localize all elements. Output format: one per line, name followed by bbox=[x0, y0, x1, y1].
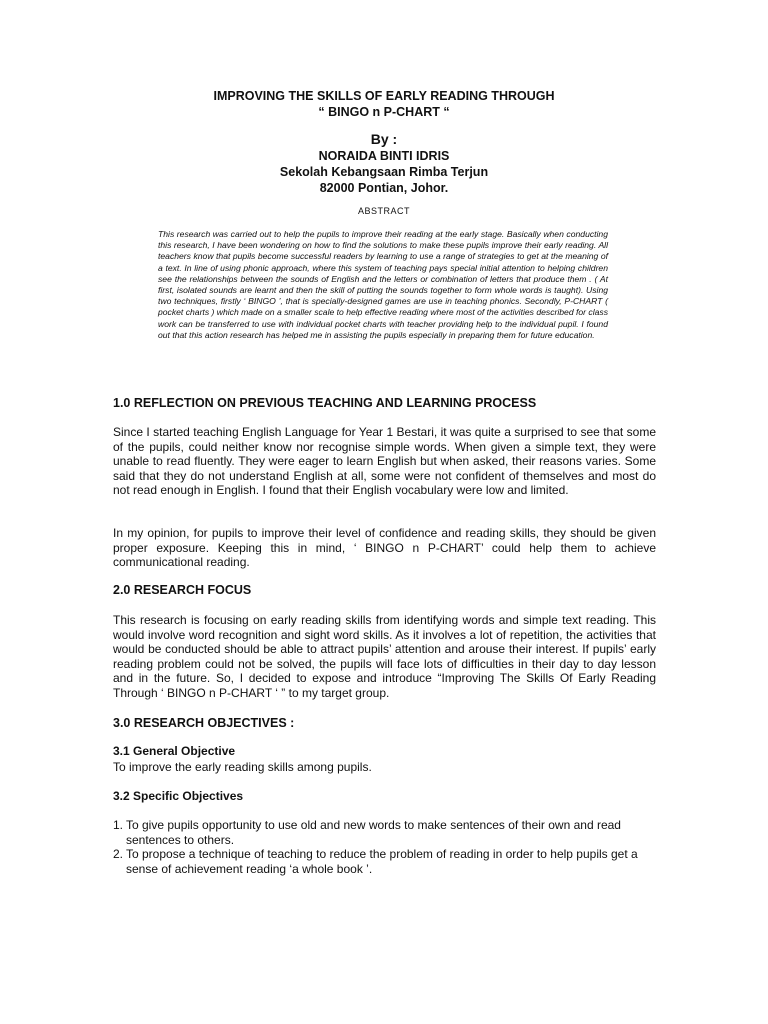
general-objective-text: To improve the early reading skills among pupils. bbox=[113, 760, 372, 774]
abstract-body: This research was carried out to help the pupils to improve their reading at the early stage. Basically when conducting this research, I have been wondering on how to find the solutions to make these pupils improve their early reading. All teachers know that pupils become successful readers by learning to use a range of strategies to get at the meaning of a text. In line of using phonic approach, where this system of teaching pays special initial attention to helping children see the relationships between the sounds of English and the letters or combination of letters that produce them . ( At first, isolated sounds are learnt and then the skill of putting the sounds together to form whole words is taught). Using two techniques, firstly ‘ BINGO ’, that is specially-designed games are use in teaching phonics. Secondly, P-CHART ( pocket charts ) which made on a smaller scale to help effective reading where most of the activities described for class work can be transferred to use with individual pocket charts with teacher providing help to the individual pupil. I found out that this action research has helped me in assisting the pupils especially in preparing them for future education. bbox=[158, 229, 608, 340]
list-item-text: To give pupils opportunity to use old and new words to make sentences of their own and read sentences to others. bbox=[126, 818, 621, 847]
title-line-2: “ BINGO n P-CHART “ bbox=[318, 105, 450, 119]
section-1-paragraph-2: In my opinion, for pupils to improve their level of confidence and reading skills, they should be given proper exposure. Keeping this in mind, ‘ BINGO n P-CHART’ could help them to achieve communicational reading. bbox=[113, 526, 656, 569]
section-1-heading: 1.0 REFLECTION ON PREVIOUS TEACHING AND LEARNING PROCESS bbox=[113, 396, 537, 410]
author-school: Sekolah Kebangsaan Rimba Terjun bbox=[279, 165, 489, 179]
list-item bbox=[113, 847, 656, 876]
list-item bbox=[113, 818, 656, 847]
section-3-heading: 3.0 RESEARCH OBJECTIVES : bbox=[113, 716, 295, 730]
author-name: NORAIDA BINTI IDRIS bbox=[318, 149, 450, 163]
general-objective-heading: 3.1 General Objective bbox=[113, 744, 236, 758]
list-item-number: 1. bbox=[113, 818, 124, 832]
list-item-text: To propose a technique of teaching to reduce the problem of reading in order to help pupils get a sense of achievement reading ‘a whole book ’. bbox=[126, 847, 638, 876]
author-block bbox=[0, 130, 768, 196]
specific-objectives-list bbox=[113, 818, 656, 876]
section-2-paragraph-1: This research is focusing on early reading skills from identifying words and simple text reading. This would involve word recognition and sight word skills. As it involves a lot of repetition, the activities that would be conducted should be able to attract pupils’ attention and arouse their interest. If pupils’ early reading problem could not be solved, the pupils will face lots of difficulties in their day to day lesson and in the future. So, I decided to expose and introduce “Improving The Skills Of Early Reading Through ‘ BINGO n P-CHART ‘ ” to my target group. bbox=[113, 613, 656, 700]
author-address: 82000 Pontian, Johor. bbox=[319, 181, 449, 195]
specific-objectives-heading: 3.2 Specific Objectives bbox=[113, 789, 244, 803]
list-item-number: 2. bbox=[113, 847, 124, 861]
by-label: By : bbox=[370, 131, 398, 147]
document-title bbox=[0, 88, 768, 120]
abstract-heading: ABSTRACT bbox=[357, 206, 410, 216]
section-1-paragraph-1: Since I started teaching English Language for Year 1 Bestari, it was quite a surprised to see that some of the pupils, could neither know nor recognise simple words. When given a simple text, they were unable to read fluently. They were eager to learn English but when asked, their reasons varies. Some said that they do not understand English at all, some were not confident of themselves and most do not read enough in English. I found that their English vocabulary were low and limited. bbox=[113, 425, 656, 497]
section-2-heading: 2.0 RESEARCH FOCUS bbox=[113, 583, 252, 597]
title-line-1: IMPROVING THE SKILLS OF EARLY READING THROUGH bbox=[213, 89, 555, 103]
